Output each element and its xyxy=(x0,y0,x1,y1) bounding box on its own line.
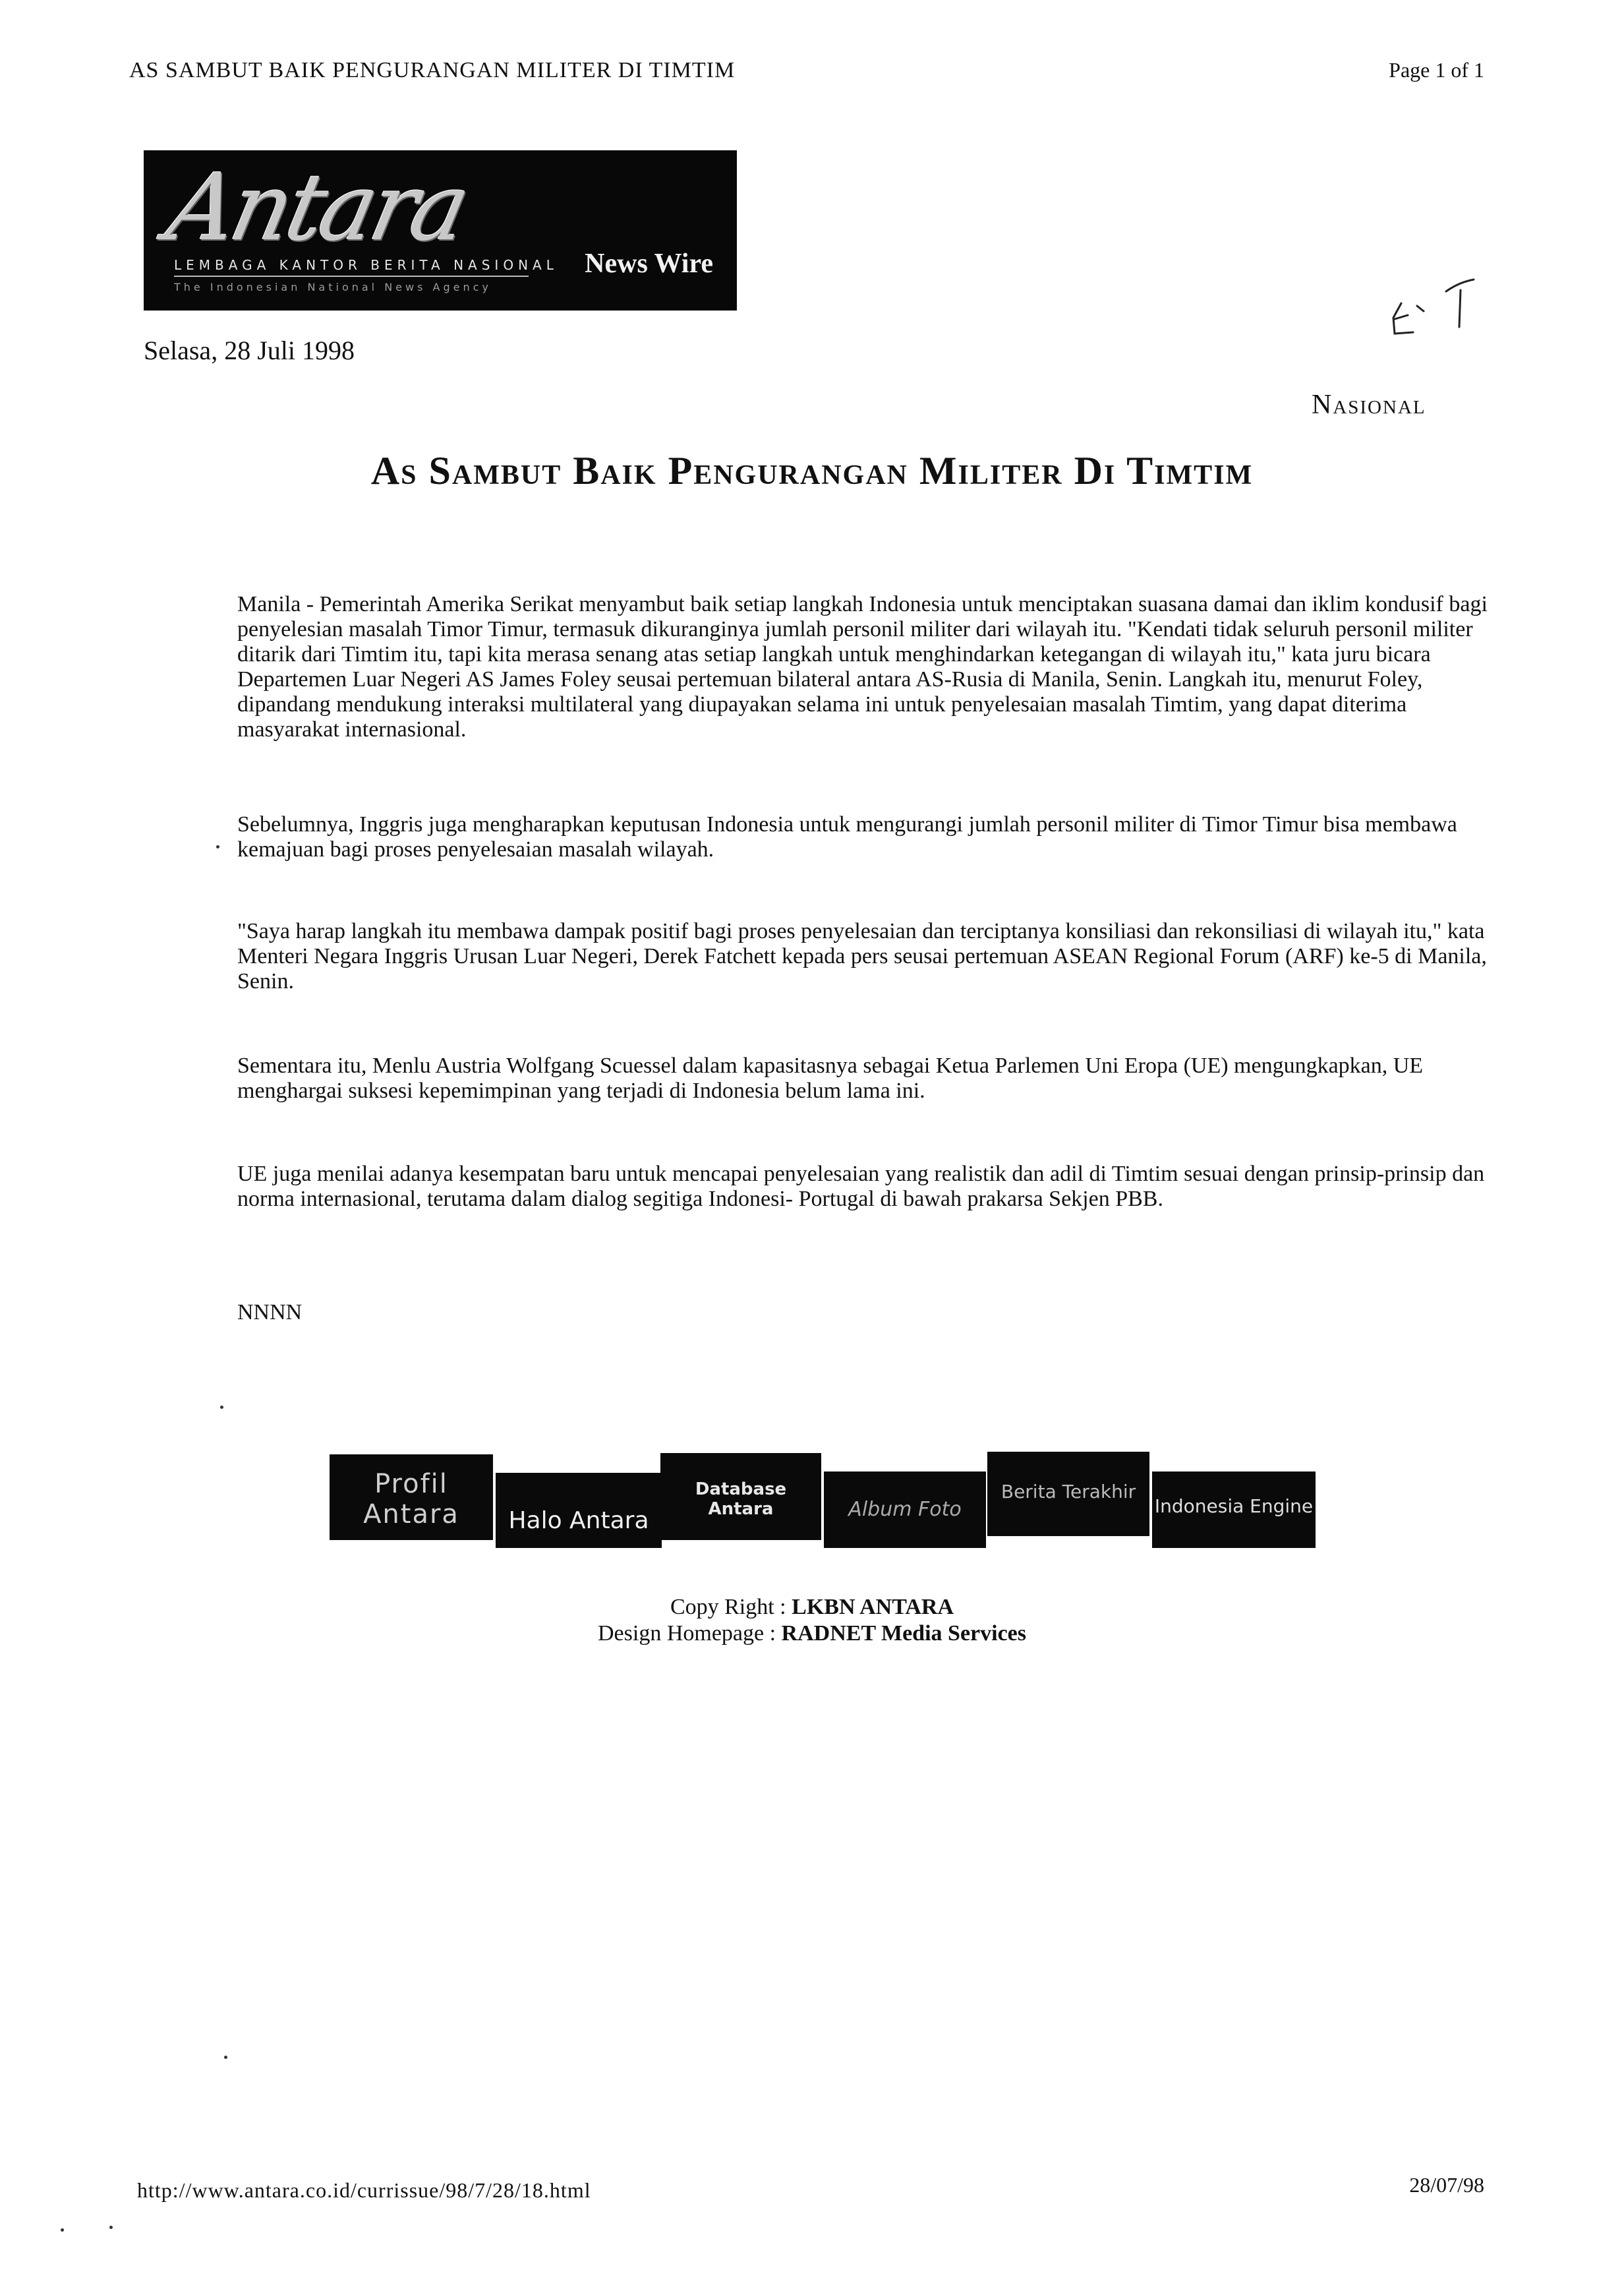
banner-agency-name: LEMBAGA KANTOR BERITA NASIONAL xyxy=(174,257,558,273)
article-paragraph: UE juga menilai adanya kesempatan baru untuk mencapai penyelesaian yang realistik dan adil di Timtim sesuai dengan prinsip-prinsip dan norma internasional, terutama dalam dialog segitiga Indonesi- Portugal di bawah prakarsa Sekjen PBB. xyxy=(237,1162,1485,1211)
scan-speck xyxy=(220,1406,223,1409)
article-signoff: NNNN xyxy=(237,1300,303,1324)
nav-foto-label: Album Foto xyxy=(848,1498,962,1521)
page-number: Page 1 of 1 xyxy=(1389,58,1484,82)
design-credit-label: Design Homepage : xyxy=(598,1621,782,1646)
print-header-title: AS SAMBUT BAIK PENGURANGAN MILITER DI TIMTIM xyxy=(129,58,736,82)
copyright-owner: LKBN ANTARA xyxy=(792,1595,954,1619)
design-credit-line xyxy=(0,1620,1624,1647)
article-paragraph: Sementara itu, Menlu Austria Wolfgang Scuessel dalam kapasitasnya sebagai Ketua Parlemen Uni Eropa (UE) mengungkapkan, UE menghargai suksesi kepemimpinan yang terjadi di Indonesia belum lama ini. xyxy=(237,1054,1424,1103)
section-label: Nasional xyxy=(1312,390,1426,420)
banner-service-name: News Wire xyxy=(585,249,713,279)
nav-album-foto-button[interactable] xyxy=(824,1472,986,1548)
antara-newswire-banner[interactable] xyxy=(144,150,737,311)
handwritten-annotation-et xyxy=(1378,277,1483,349)
copyright-block xyxy=(0,1594,1624,1647)
scan-speck xyxy=(216,845,219,848)
scan-speck xyxy=(109,2226,113,2229)
article-headline: As Sambut Baik Pengurangan Militer Di Timtim xyxy=(370,449,1254,492)
article-paragraph: Manila - Pemerintah Amerika Serikat menyambut baik setiap langkah Indonesia untuk menciptakan suasana damai dan iklim kondusif bagi penyelesian masalah Timor Timur, termasuk dikuranginya jumlah personil militer dari wilayah itu. "Kendati tidak seluruh personil militer ditarik dari Timtim itu, tapi kita merasa senang atas setiap langkah untuk menghindarkan ketegangan di wilayah itu," kata juru bicara Departemen Luar Negeri AS James Foley seusai pertemuan bilateral antara AS-Rusia di Manila, Senin. Langkah itu, menurut Foley, dipandang mendukung interaksi multilateral yang diupayakan selama ini untuk penyelesaian masalah Timtim, yang dapat diterima masyarakat internasional. xyxy=(237,592,1488,742)
nav-halo-label: Halo Antara xyxy=(508,1507,649,1534)
nav-halo-antara-button[interactable] xyxy=(496,1473,662,1548)
article-paragraph: Sebelumnya, Inggris juga mengharapkan keputusan Indonesia untuk mengurangi jumlah personil militer di Timor Timur bisa membawa kemajuan bagi proses penyelesaian masalah wilayah. xyxy=(237,812,1457,862)
article-paragraph: "Saya harap langkah itu membawa dampak positif bagi proses penyelesaian dan terciptanya konsiliasi dan rekonsiliasi di wilayah itu," kata Menteri Negara Inggris Urusan Luar Negeri, Derek Fatchett kepada pers seusai pertemuan ASEAN Regional Forum (ARF) ke-5 di Manila, Senin. xyxy=(237,919,1487,994)
banner-divider xyxy=(174,276,529,277)
nav-database-label: Database Antara xyxy=(695,1479,787,1519)
nav-terakhir-label: Berita Terakhir xyxy=(1000,1481,1136,1502)
design-credit-owner: RADNET Media Services xyxy=(781,1621,1026,1646)
copyright-line xyxy=(0,1594,1624,1620)
nav-profil-label: Profil Antara xyxy=(363,1469,459,1530)
nav-engine-label: Indonesia Engine xyxy=(1154,1495,1314,1517)
footer-print-date: 28/07/98 xyxy=(1409,2173,1484,2197)
footer-url: http://www.antara.co.id/currissue/98/7/28/18.html xyxy=(137,2178,591,2202)
scan-speck xyxy=(224,2056,227,2059)
scan-speck xyxy=(61,2228,64,2232)
copyright-label: Copy Right : xyxy=(670,1595,792,1619)
antara-logo: Antara xyxy=(158,154,475,262)
nav-database-antara-button[interactable] xyxy=(660,1453,821,1540)
nav-berita-terakhir-button[interactable] xyxy=(987,1452,1149,1536)
article-date: Selasa, 28 Juli 1998 xyxy=(144,336,355,365)
nav-indonesia-engine-button[interactable] xyxy=(1152,1472,1316,1548)
nav-profil-antara-button[interactable] xyxy=(330,1454,493,1540)
banner-agency-english: The Indonesian National News Agency xyxy=(174,281,492,293)
